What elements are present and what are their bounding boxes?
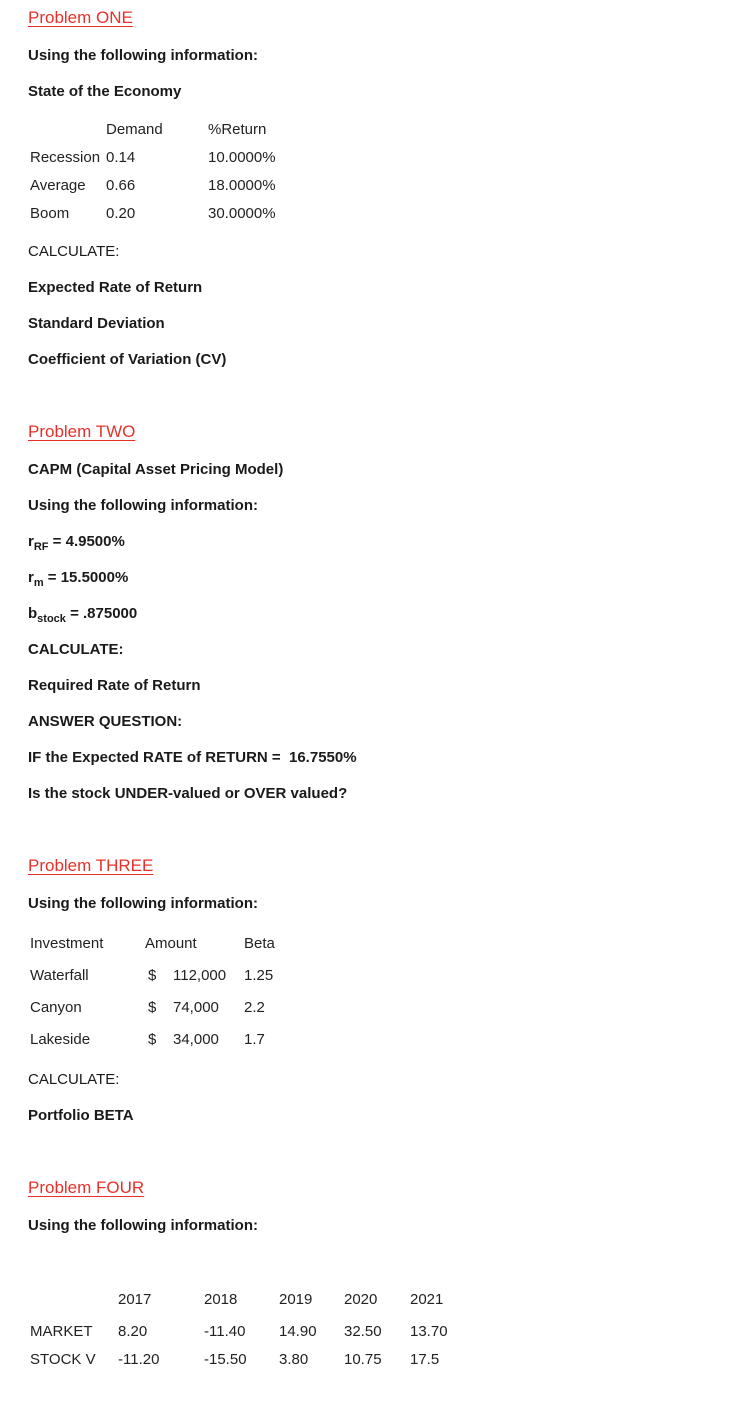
rrf-value: = 4.9500% bbox=[48, 533, 125, 550]
b-subscript: stock bbox=[37, 613, 66, 625]
stock-return-cell: 17.5 bbox=[410, 1351, 440, 1368]
year-header: 2017 bbox=[118, 1291, 152, 1308]
row-label-stock-v: STOCK V bbox=[30, 1351, 96, 1368]
expected-return-line: IF the Expected RATE of RETURN = 16.7550% bbox=[28, 749, 357, 766]
calc-item: Coefficient of Variation (CV) bbox=[28, 351, 227, 368]
calc-item: Portfolio BETA bbox=[28, 1107, 134, 1124]
market-return-cell: 14.90 bbox=[279, 1323, 317, 1340]
col-header-return: %Return bbox=[208, 121, 267, 138]
economy-return: 18.0000% bbox=[208, 177, 276, 194]
problem-two-heading: Problem TWO bbox=[28, 422, 136, 441]
rm-value: = 15.5000% bbox=[43, 569, 129, 586]
col-header-demand: Demand bbox=[106, 121, 163, 138]
problem-three-intro: Using the following information: bbox=[28, 895, 258, 912]
valuation-question: Is the stock UNDER-valued or OVER valued? bbox=[28, 785, 348, 802]
stock-return-cell: -11.20 bbox=[118, 1351, 160, 1368]
rm-subscript: m bbox=[33, 577, 44, 589]
economy-state: Average bbox=[30, 177, 86, 194]
investment-beta: 2.2 bbox=[244, 999, 265, 1016]
economy-demand: 0.14 bbox=[106, 149, 136, 166]
economy-state: Recession bbox=[30, 149, 101, 166]
year-header: 2020 bbox=[344, 1291, 378, 1308]
year-header: 2021 bbox=[410, 1291, 444, 1308]
col-header-beta: Beta bbox=[244, 935, 275, 952]
col-header-investment: Investment bbox=[30, 935, 104, 952]
investment-amount: 74,000 bbox=[173, 999, 219, 1016]
capm-title: CAPM (Capital Asset Pricing Model) bbox=[28, 461, 284, 478]
rm-symbol: r bbox=[28, 569, 34, 586]
problem-three-heading: Problem THREE bbox=[28, 856, 154, 875]
b-symbol: b bbox=[28, 605, 38, 622]
currency-symbol: $ bbox=[148, 967, 157, 984]
market-return-cell: 8.20 bbox=[118, 1323, 148, 1340]
year-header: 2019 bbox=[279, 1291, 313, 1308]
economy-state: Boom bbox=[30, 205, 70, 222]
economy-return: 30.0000% bbox=[208, 205, 276, 222]
problem-four-intro: Using the following information: bbox=[28, 1217, 258, 1234]
col-header-amount: Amount bbox=[145, 935, 197, 952]
calc-item: Standard Deviation bbox=[28, 315, 165, 332]
stock-return-cell: 3.80 bbox=[279, 1351, 309, 1368]
currency-symbol: $ bbox=[148, 1031, 157, 1048]
investment-beta: 1.7 bbox=[244, 1031, 265, 1048]
problem-two-intro: Using the following information: bbox=[28, 497, 258, 514]
calc-item: Required Rate of Return bbox=[28, 677, 201, 694]
economy-return: 10.0000% bbox=[208, 149, 276, 166]
problem-two-calculate: CALCULATE: bbox=[28, 641, 124, 658]
investment-name: Waterfall bbox=[30, 967, 89, 984]
problem-three-calculate: CALCULATE: bbox=[28, 1071, 120, 1088]
currency-symbol: $ bbox=[148, 999, 157, 1016]
calc-item: Expected Rate of Return bbox=[28, 279, 203, 296]
investment-amount: 34,000 bbox=[173, 1031, 219, 1048]
investment-name: Lakeside bbox=[30, 1031, 91, 1048]
stock-return-cell: 10.75 bbox=[344, 1351, 382, 1368]
investment-amount: 112,000 bbox=[173, 967, 227, 984]
market-return bbox=[28, 569, 129, 589]
problem-one-calculate: CALCULATE: bbox=[28, 243, 120, 260]
b-value: = .875000 bbox=[65, 605, 138, 622]
row-label-market: MARKET bbox=[30, 1323, 93, 1340]
economy-demand: 0.20 bbox=[106, 205, 136, 222]
investment-name: Canyon bbox=[30, 999, 82, 1016]
risk-free-rate bbox=[28, 533, 125, 553]
market-return-cell: -11.40 bbox=[204, 1323, 246, 1340]
economy-table-title: State of the Economy bbox=[28, 83, 182, 100]
investment-beta: 1.25 bbox=[244, 967, 274, 984]
rrf-subscript: RF bbox=[33, 541, 49, 553]
market-return-cell: 13.70 bbox=[410, 1323, 448, 1340]
year-header: 2018 bbox=[204, 1291, 238, 1308]
problem-one-heading: Problem ONE bbox=[28, 8, 133, 27]
stock-return-cell: -15.50 bbox=[204, 1351, 247, 1368]
rrf-symbol: r bbox=[28, 533, 34, 550]
economy-demand: 0.66 bbox=[106, 177, 136, 194]
answer-question-label: ANSWER QUESTION: bbox=[28, 713, 183, 730]
problem-one-intro: Using the following information: bbox=[28, 47, 258, 64]
stock-beta bbox=[28, 605, 138, 625]
market-return-cell: 32.50 bbox=[344, 1323, 382, 1340]
problem-four-heading: Problem FOUR bbox=[28, 1178, 145, 1197]
